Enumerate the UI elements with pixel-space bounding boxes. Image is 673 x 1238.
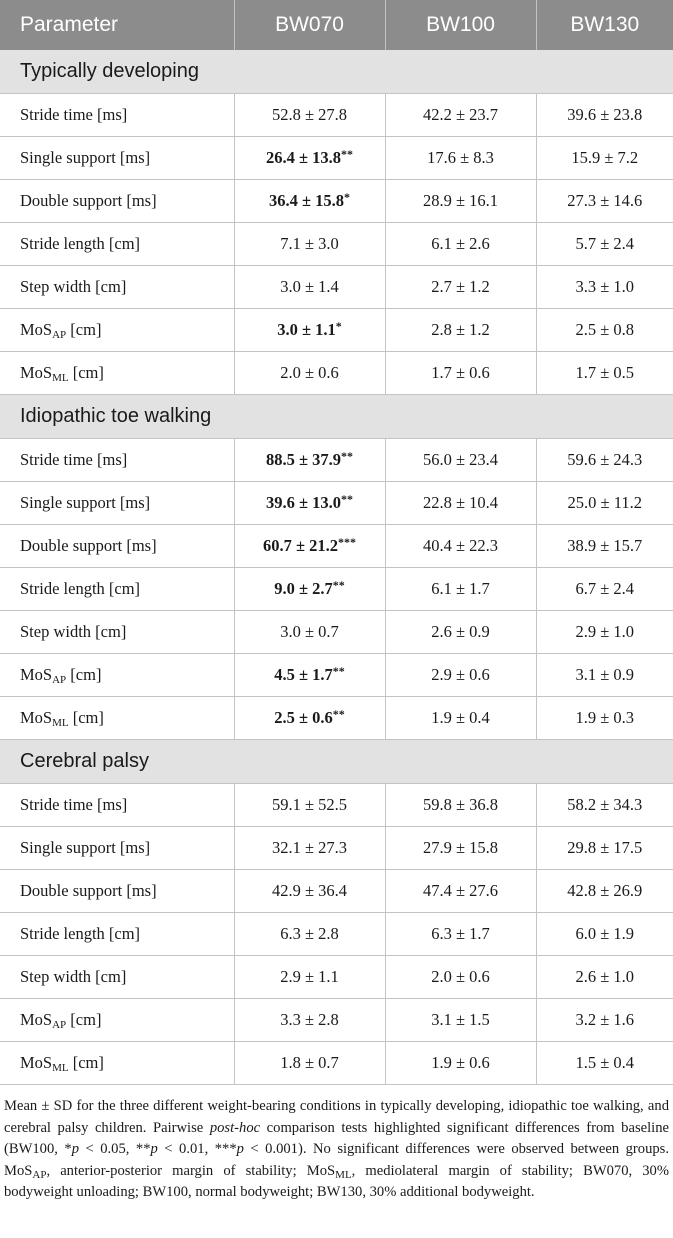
footnote-text: p xyxy=(71,1141,79,1157)
table-row xyxy=(0,180,673,223)
value-text: 2.7 ± 1.2 xyxy=(431,277,490,296)
value-cell xyxy=(385,180,536,223)
value-text: 1.7 ± 0.5 xyxy=(575,363,635,382)
value-text: 27.3 ± 14.6 xyxy=(567,191,643,210)
value-cell xyxy=(536,482,673,525)
value-cell xyxy=(536,870,673,913)
table-row xyxy=(0,352,673,395)
table-row xyxy=(0,439,673,482)
value-cell xyxy=(536,697,673,740)
significance-marker: ** xyxy=(341,147,354,161)
value-cell xyxy=(536,913,673,956)
parameter-cell: Step width [cm] xyxy=(0,956,234,999)
value-cell xyxy=(385,137,536,180)
value-cell xyxy=(536,654,673,697)
value-cell xyxy=(536,137,673,180)
value-cell xyxy=(385,654,536,697)
value-cell xyxy=(385,223,536,266)
value-text: 3.3 ± 2.8 xyxy=(280,1010,339,1029)
value-cell xyxy=(536,999,673,1042)
value-text: 1.8 ± 0.7 xyxy=(280,1053,339,1072)
parameter-cell: Double support [ms] xyxy=(0,870,234,913)
value-cell xyxy=(536,956,673,999)
significance-marker: ** xyxy=(332,578,345,592)
value-text: 2.5 ± 0.8 xyxy=(575,320,635,339)
table-row xyxy=(0,568,673,611)
value-cell xyxy=(536,611,673,654)
value-text: 3.3 ± 1.0 xyxy=(575,277,635,296)
value-cell xyxy=(385,94,536,137)
value-text: 3.0 ± 1.4 xyxy=(280,277,339,296)
value-cell xyxy=(234,956,385,999)
table-body xyxy=(0,50,673,1085)
value-cell xyxy=(536,525,673,568)
value-text: 58.2 ± 34.3 xyxy=(567,795,643,814)
value-cell xyxy=(234,223,385,266)
value-cell xyxy=(234,827,385,870)
parameter-cell xyxy=(0,1042,234,1085)
value-text: 88.5 ± 37.9 xyxy=(265,450,342,469)
value-text: 2.0 ± 0.6 xyxy=(431,967,490,986)
parameter-cell xyxy=(0,352,234,395)
parameter-name: MoS xyxy=(20,363,53,382)
header-bw130: BW130 xyxy=(536,0,673,50)
value-text: 29.8 ± 17.5 xyxy=(567,838,643,857)
value-text: 3.2 ± 1.6 xyxy=(575,1010,635,1029)
parameter-cell: Stride length [cm] xyxy=(0,568,234,611)
value-text: 22.8 ± 10.4 xyxy=(422,493,499,512)
table-footnote xyxy=(0,1085,673,1204)
table-row xyxy=(0,223,673,266)
value-text: 36.4 ± 15.8 xyxy=(268,191,345,210)
value-text: 59.8 ± 36.8 xyxy=(422,795,499,814)
footnote-text: < 0.001). No significant differences were observed between groups. MoS xyxy=(4,1141,669,1179)
value-cell xyxy=(536,827,673,870)
value-text: 1.9 ± 0.4 xyxy=(431,708,490,727)
value-cell xyxy=(385,309,536,352)
value-cell xyxy=(234,482,385,525)
value-text: 42.8 ± 26.9 xyxy=(567,881,643,900)
value-text: 3.0 ± 0.7 xyxy=(280,622,339,641)
value-cell xyxy=(234,1042,385,1085)
value-text: 42.2 ± 23.7 xyxy=(422,105,499,124)
value-text: 6.0 ± 1.9 xyxy=(575,924,635,943)
parameter-subscript: ML xyxy=(52,1062,69,1074)
value-cell xyxy=(385,1042,536,1085)
value-text: 32.1 ± 27.3 xyxy=(271,838,348,857)
value-text: 6.1 ± 1.7 xyxy=(431,579,490,598)
footnote-text: , anterior-posterior margin of stability; MoS xyxy=(46,1162,336,1179)
value-text: 2.9 ± 1.0 xyxy=(575,622,635,641)
table-row xyxy=(0,697,673,740)
group-row xyxy=(0,740,673,784)
parameter-subscript: ML xyxy=(52,717,69,729)
value-cell xyxy=(385,956,536,999)
table-row xyxy=(0,1042,673,1085)
significance-marker: ** xyxy=(332,664,345,678)
value-text: 17.6 ± 8.3 xyxy=(427,148,494,167)
footnote-text: ML xyxy=(335,1168,352,1181)
parameter-cell: Step width [cm] xyxy=(0,611,234,654)
parameter-name: MoS xyxy=(20,665,53,684)
value-cell xyxy=(234,784,385,827)
value-text: 1.9 ± 0.3 xyxy=(575,708,635,727)
parameter-cell: Stride time [ms] xyxy=(0,94,234,137)
header-parameter: Parameter xyxy=(0,0,234,50)
value-cell xyxy=(234,654,385,697)
parameter-subscript: AP xyxy=(52,329,67,341)
group-row xyxy=(0,50,673,94)
value-text: 2.6 ± 1.0 xyxy=(575,967,635,986)
value-text: 2.9 ± 1.1 xyxy=(280,967,339,986)
footnote-text: < 0.01, *** xyxy=(157,1141,237,1157)
value-cell xyxy=(234,611,385,654)
group-label: Cerebral palsy xyxy=(0,740,673,784)
value-cell xyxy=(536,180,673,223)
value-cell xyxy=(385,439,536,482)
value-cell xyxy=(385,352,536,395)
parameter-subscript: AP xyxy=(52,1019,67,1031)
table-row xyxy=(0,654,673,697)
value-text: 1.5 ± 0.4 xyxy=(575,1053,635,1072)
significance-marker: * xyxy=(335,319,342,333)
value-cell xyxy=(385,913,536,956)
parameter-subscript: AP xyxy=(52,674,67,686)
parameter-subscript: ML xyxy=(52,372,69,384)
value-text: 4.5 ± 1.7 xyxy=(274,665,333,684)
value-text: 38.9 ± 15.7 xyxy=(567,536,643,555)
value-cell xyxy=(385,525,536,568)
value-cell xyxy=(536,1042,673,1085)
value-cell xyxy=(234,266,385,309)
value-text: 40.4 ± 22.3 xyxy=(422,536,499,555)
group-label: Idiopathic toe walking xyxy=(0,395,673,439)
value-text: 2.9 ± 0.6 xyxy=(431,665,490,684)
table-row xyxy=(0,309,673,352)
value-text: 1.9 ± 0.6 xyxy=(431,1053,490,1072)
value-text: 7.1 ± 3.0 xyxy=(280,234,339,253)
table-row xyxy=(0,999,673,1042)
value-cell xyxy=(385,827,536,870)
value-text: 3.1 ± 0.9 xyxy=(575,665,635,684)
parameter-unit: [cm] xyxy=(68,1053,104,1072)
header-bw070: BW070 xyxy=(234,0,385,50)
parameter-cell xyxy=(0,654,234,697)
value-text: 6.7 ± 2.4 xyxy=(575,579,635,598)
value-cell xyxy=(536,266,673,309)
significance-marker: ** xyxy=(332,707,345,721)
value-text: 5.7 ± 2.4 xyxy=(575,234,635,253)
parameter-unit: [cm] xyxy=(66,320,102,339)
parameter-cell: Stride length [cm] xyxy=(0,913,234,956)
parameter-cell xyxy=(0,309,234,352)
parameter-cell: Stride time [ms] xyxy=(0,439,234,482)
header-row xyxy=(0,0,673,50)
value-cell xyxy=(385,999,536,1042)
footnote-text: AP xyxy=(32,1168,47,1181)
value-cell xyxy=(385,784,536,827)
value-cell xyxy=(234,352,385,395)
footnote-text: post-hoc xyxy=(209,1119,261,1136)
parameter-cell: Stride length [cm] xyxy=(0,223,234,266)
value-cell xyxy=(234,870,385,913)
value-text: 2.5 ± 0.6 xyxy=(274,708,333,727)
value-text: 56.0 ± 23.4 xyxy=(422,450,499,469)
value-cell xyxy=(536,352,673,395)
value-cell xyxy=(536,568,673,611)
value-cell xyxy=(385,568,536,611)
parameter-name: MoS xyxy=(20,320,53,339)
parameter-cell xyxy=(0,999,234,1042)
value-text: 1.7 ± 0.6 xyxy=(431,363,490,382)
footnote-text: comparison tests highlighted significant differences from baseline (BW100, * xyxy=(4,1119,669,1157)
footnote-text: p xyxy=(236,1141,244,1157)
parameter-unit: [cm] xyxy=(68,363,104,382)
value-text: 3.1 ± 1.5 xyxy=(431,1010,490,1029)
value-cell xyxy=(234,439,385,482)
value-text: 9.0 ± 2.7 xyxy=(274,579,333,598)
value-cell xyxy=(234,525,385,568)
value-text: 42.9 ± 36.4 xyxy=(271,881,348,900)
table-row xyxy=(0,827,673,870)
value-text: 2.6 ± 0.9 xyxy=(431,622,490,641)
value-text: 59.1 ± 52.5 xyxy=(271,795,348,814)
parameter-cell: Double support [ms] xyxy=(0,525,234,568)
footnote-text: Mean ± SD for the three different weight-bearing conditions in typically developing, idiopathic toe walking, and cerebral palsy children. Pairwise xyxy=(4,1098,669,1136)
value-text: 3.0 ± 1.1 xyxy=(277,320,336,339)
value-cell xyxy=(234,697,385,740)
value-text: 6.3 ± 1.7 xyxy=(431,924,490,943)
parameter-name: MoS xyxy=(20,1053,53,1072)
value-cell xyxy=(385,266,536,309)
table-row xyxy=(0,137,673,180)
value-cell xyxy=(536,309,673,352)
value-cell xyxy=(536,784,673,827)
parameter-unit: [cm] xyxy=(68,708,104,727)
header-bw100: BW100 xyxy=(385,0,536,50)
footnote-text: p xyxy=(150,1141,158,1157)
value-text: 6.3 ± 2.8 xyxy=(280,924,339,943)
value-text: 2.8 ± 1.2 xyxy=(431,320,490,339)
value-cell xyxy=(385,870,536,913)
value-cell xyxy=(234,137,385,180)
table-row xyxy=(0,784,673,827)
table-row xyxy=(0,956,673,999)
significance-marker: ** xyxy=(341,449,354,463)
table-row xyxy=(0,913,673,956)
value-text: 25.0 ± 11.2 xyxy=(567,493,642,512)
parameter-cell: Single support [ms] xyxy=(0,827,234,870)
significance-marker: ** xyxy=(341,492,354,506)
parameter-name: MoS xyxy=(20,1010,53,1029)
table-row xyxy=(0,482,673,525)
significance-marker: * xyxy=(344,190,351,204)
footnote-text: < 0.05, ** xyxy=(79,1141,151,1157)
value-cell xyxy=(385,697,536,740)
value-text: 47.4 ± 27.6 xyxy=(422,881,499,900)
value-cell xyxy=(385,611,536,654)
value-text: 39.6 ± 23.8 xyxy=(567,105,643,124)
table-row xyxy=(0,94,673,137)
parameter-unit: [cm] xyxy=(66,1010,102,1029)
value-cell xyxy=(234,568,385,611)
group-label: Typically developing xyxy=(0,50,673,94)
parameter-cell: Step width [cm] xyxy=(0,266,234,309)
value-cell xyxy=(234,999,385,1042)
parameter-cell: Stride time [ms] xyxy=(0,784,234,827)
parameter-cell: Single support [ms] xyxy=(0,137,234,180)
value-text: 52.8 ± 27.8 xyxy=(271,105,348,124)
value-cell xyxy=(536,439,673,482)
table-row xyxy=(0,525,673,568)
significance-marker: *** xyxy=(338,535,357,549)
parameter-cell xyxy=(0,697,234,740)
value-cell xyxy=(234,309,385,352)
value-cell xyxy=(234,94,385,137)
value-text: 26.4 ± 13.8 xyxy=(265,148,342,167)
value-cell xyxy=(385,482,536,525)
value-text: 28.9 ± 16.1 xyxy=(422,191,499,210)
value-text: 2.0 ± 0.6 xyxy=(280,363,339,382)
value-cell xyxy=(234,180,385,223)
value-cell xyxy=(536,223,673,266)
parameter-name: MoS xyxy=(20,708,53,727)
value-text: 15.9 ± 7.2 xyxy=(571,148,639,167)
value-text: 60.7 ± 21.2 xyxy=(262,536,339,555)
table-row xyxy=(0,870,673,913)
value-text: 39.6 ± 13.0 xyxy=(265,493,342,512)
parameter-cell: Single support [ms] xyxy=(0,482,234,525)
parameter-cell: Double support [ms] xyxy=(0,180,234,223)
value-text: 6.1 ± 2.6 xyxy=(431,234,490,253)
group-row xyxy=(0,395,673,439)
table-row xyxy=(0,611,673,654)
table-row xyxy=(0,266,673,309)
value-cell xyxy=(234,913,385,956)
value-cell xyxy=(536,94,673,137)
value-text: 27.9 ± 15.8 xyxy=(422,838,499,857)
parameter-unit: [cm] xyxy=(66,665,102,684)
footnote-text: , mediolateral margin of stability; BW070, 30% bodyweight unloading; BW100, normal bodyweight; BW130, 30% additional bodyweight. xyxy=(4,1162,670,1200)
value-text: 59.6 ± 24.3 xyxy=(567,450,643,469)
